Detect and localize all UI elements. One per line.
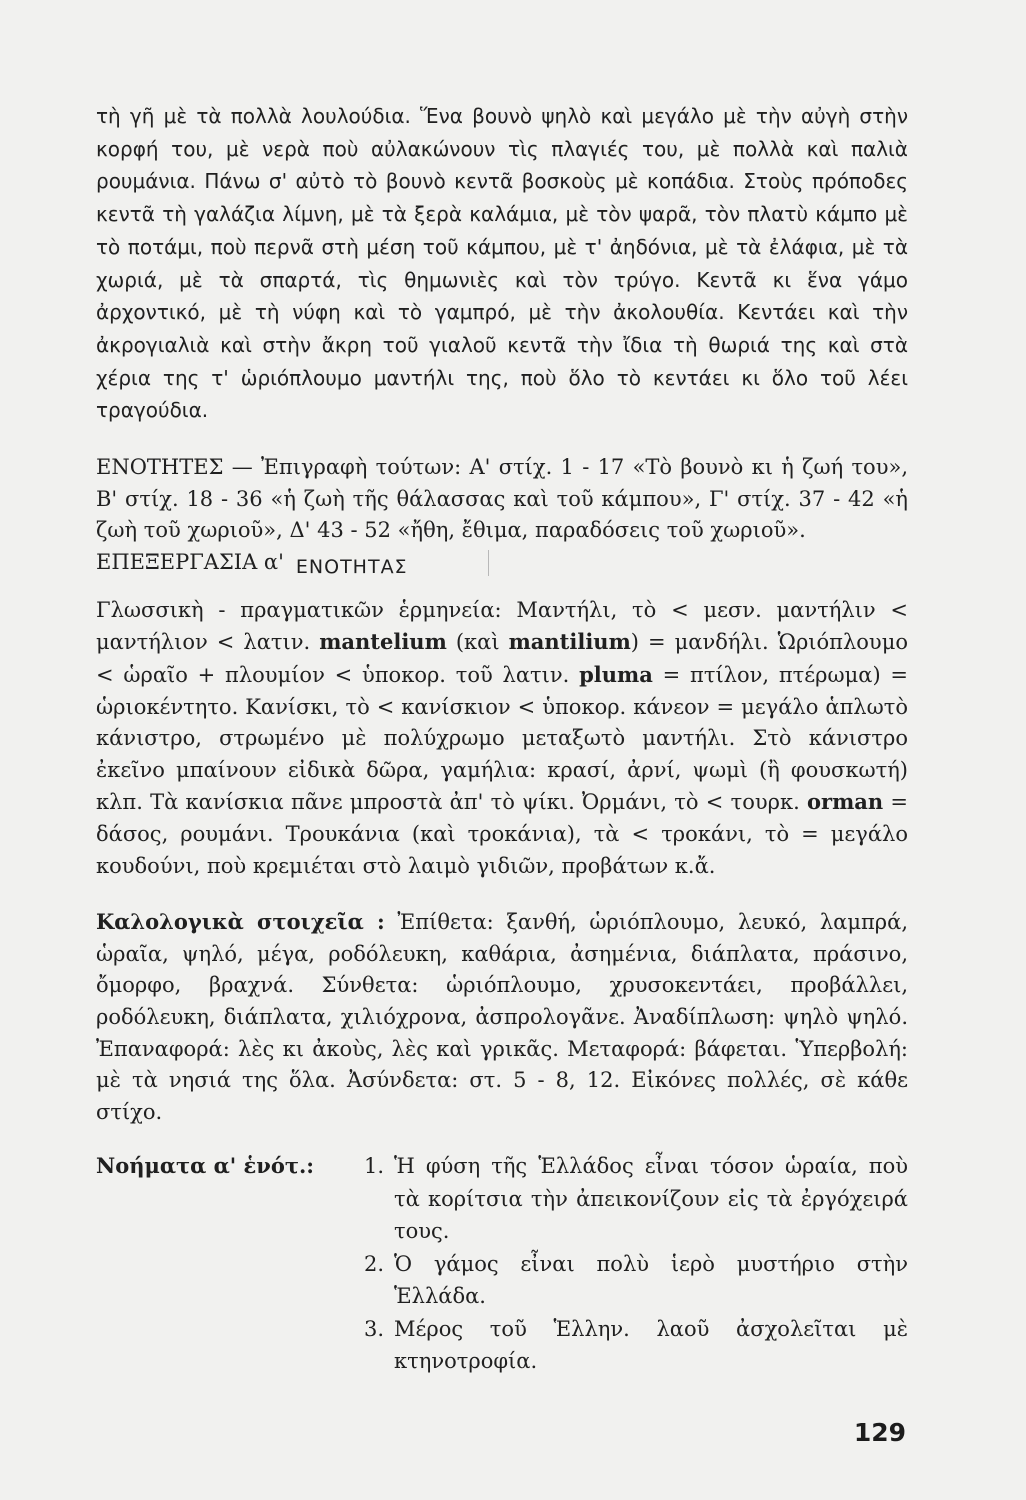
- turkish-term: orman: [807, 789, 884, 815]
- list-item-number: 1.: [364, 1154, 385, 1179]
- latin-term: mantilium: [508, 629, 631, 655]
- list-item-number: 3.: [364, 1316, 385, 1341]
- intro-paragraph: τὴ γῆ μὲ τὰ πολλὰ λουλούδια. Ἕνα βουνὸ ψηλὸ καὶ μεγάλο μὲ τὴν αὐγὴ στὴν κορφή του, μὲ νερὰ ποὺ αὐλακώνουν τὶς πλαγιές του, μὲ πολλὰ καὶ παλιὰ ρουμάνια. Πάνω σ' αὐτὸ τὸ βουνὸ κεντᾶ βοσκοὺς μὲ κοπάδια. Στοὺς πρόποδες κεντᾶ τὴ γαλάζια λίμνη, μὲ τὰ ξερὰ καλάμια, μὲ τὸν ψαρᾶ, τὸν πλατὺ κάμπο μὲ τὸ ποτάμι, ποὺ περνᾶ στὴ μέση τοῦ κάμπου, μὲ τ' ἀηδόνια, μὲ τὰ ἐλάφια, μὲ τὰ χωριά, μὲ τὰ σπαρτά, τὶς θημωνιὲς καὶ τὸν τρύγο. Κεντᾶ κι ἕνα γάμο ἀρχοντικό, μὲ τὴ νύφη καὶ τὸ γαμπρό, μὲ τὴν ἀκολουθία. Κεντάει καὶ τὴν ἀκρογιαλιὰ καὶ στὴν ἄκρη τοῦ γιαλοῦ κεντᾶ τὴν ἴδια τὴ θωριά της καὶ στὰ χέρια της τ' ὡριόπλουμο μαντήλι της, ποὺ ὅλο τὸ κεντάει κι ὅλο τοῦ λέει τραγούδια.: [96, 104, 908, 423]
- enotites-paragraph: [96, 452, 908, 547]
- noimata-label: [96, 1150, 364, 1378]
- noimata-label-text: Νοήματα α' ἑνότ.:: [96, 1153, 315, 1179]
- kalologika-text: Ἐπίθετα: ξανθή, ὡριόπλουμο, λευκό, λαμπρά, ὡραῖα, ψηλό, μέγα, ροδόλευκη, καθάρια, ἀσημένια, διάπλατα, πράσινο, ὄμορφο, βραχνά. Σύνθετα: ὡριόπλουμο, χρυσοκεντάει, προβάλλει, ροδόλευκη, διάπλατα, χιλιόχρονα, ἀσπρολογᾶνε. Ἀναδίπλωση: ψηλὸ ψηλό. Ἐπαναφορά: λὲς κι ἀκοὺς, λὲς καὶ γρικᾶς. Μεταφορά: βάφεται. Ὑπερβολή: μὲ τὰ νησιά της ὅλα. Ἀσύνδετα: στ. 5 - 8, 12. Εἰκόνες πολλές, σὲ κάθε στίχο.: [96, 910, 908, 1124]
- kalologika-paragraph: [96, 906, 908, 1128]
- list-item: [364, 1313, 908, 1378]
- glossiki-text: ) = μανδήλι. Ὡριόπλουμο < ὡραῖο + πλουμίον < ὑποκορ. τοῦ λατιν.: [96, 630, 908, 687]
- list-item-text: Ὁ γάμος εἶναι πολὺ ἱερὸ μυστήριο στὴν Ἑλλάδα.: [394, 1251, 908, 1309]
- list-item-text: Μέρος τοῦ Ἑλλην. λαοῦ ἀσχολεῖται μὲ κτηνοτροφία.: [394, 1316, 908, 1374]
- glossiki-label: Γλωσσικὴ - πραγματικῶν ἑρμηνεία:: [96, 597, 502, 622]
- glossiki-text: = πτίλον, πτέρωμα) = ὡριοκέντητο. Κανίσκι, τὸ < κανίσκιον < ὑποκορ. κάνεον = μεγάλο ἁπλωτὸ κάνιστρο, στρωμένο μὲ πολύχρωμο μεταξωτὸ μαντήλι. Στὸ κάνιστρο ἐκεῖνο μπαίνουν εἰδικὰ δῶρα, γαμήλια: κρασί, ἀρνί, ψωμὶ (ἢ φουσκωτή) κλπ. Τὰ κανίσκια πᾶνε μπροστὰ ἀπ' τὸ ψίκι. Ὀρμάνι, τὸ < τουρκ.: [96, 663, 909, 815]
- epexergasia-title: ΕΠΕΞΕΡΓΑΣΙΑ α': [96, 549, 284, 574]
- list-item-number: 2.: [364, 1251, 385, 1276]
- epexergasia-heading: [96, 547, 908, 579]
- page-number: 129: [853, 1418, 906, 1447]
- enotites-text: — Ἐπιγραφὴ τούτων: Α' στίχ. 1 - 17 «Τὸ βουνὸ κι ἡ ζωή του», Β' στίχ. 18 - 36 «ἡ ζωὴ τῆς θάλασσας καὶ τοῦ κάμπου», Γ' στίχ. 37 - 42 «ἡ ζωὴ τοῦ χωριοῦ», Δ' 43 - 52 «ἤθη, ἔθιμα, παραδόσεις τοῦ χωριοῦ».: [96, 455, 908, 543]
- list-item: [364, 1248, 908, 1313]
- page-content: [96, 100, 908, 1378]
- glossiki-text: = δάσος, ρουμάνι. Τρουκάνια (καὶ τροκάνια), τὰ < τροκάνι, τὸ = μεγάλο κουδούνι, ποὺ κρεμιέται στὸ λαιμὸ γιδιῶν, προβάτων κ.ἄ.: [96, 790, 908, 878]
- latin-term: pluma: [579, 662, 653, 687]
- list-item-text: Ἡ φύση τῆς Ἑλλάδος εἶναι τόσον ὡραία, ποὺ τὰ κορίτσια τὴν ἀπεικονίζουν εἰς τὰ ἐργόχειρά τους.: [394, 1154, 908, 1244]
- glossiki-text: (καὶ: [446, 630, 509, 655]
- glossiki-text: Μαντήλι, τὸ < μεσν. μαντήλιν < μαντήλιον < λατιν.: [96, 597, 909, 655]
- margin-mark: [488, 550, 489, 576]
- list-item: [364, 1150, 908, 1248]
- noimata-section: [96, 1150, 908, 1378]
- enotitas-stamp: ΕΝΟΤΗΤΑΣ: [295, 555, 408, 578]
- latin-term: mantelium: [319, 629, 447, 655]
- kalologika-label: Καλολογικὰ στοιχεῖα :: [96, 909, 385, 935]
- enotites-label: ΕΝΟΤΗΤΕΣ: [96, 455, 224, 480]
- glossiki-paragraph: [96, 595, 908, 882]
- noimata-list: [364, 1150, 908, 1378]
